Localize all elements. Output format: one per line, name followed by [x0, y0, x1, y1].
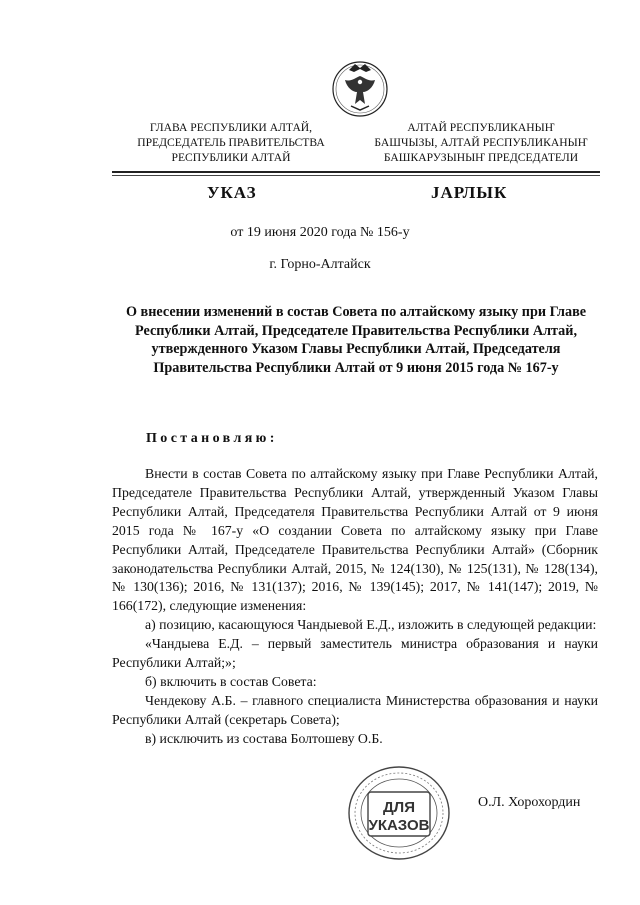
header-right-line: АЛТАЙ РЕСПУБЛИКАНЫҤ [407, 121, 555, 134]
header-left-line: ГЛАВА РЕСПУБЛИКИ АЛТАЙ, [149, 121, 313, 134]
body-paragraph: Внести в состав Совета по алтайскому языку при Главе Республики Алтай, Председателе Правительства Республики Алтай, утвержденный Указом Главы Республики Алтай, Председателя Правительства Республики Алтай от 9 июня 2015 года № 167-у «О создании Совета по алтайскому языку при Главе Республики Алтай, Председателе Правительства Республики Алтай» (Сборник законодательства Республики Алтай, 2015, № 124(130), № 125(131), № 128(134), № 130(136); 2016, № 131(137); 2016, № 139(145); 2017, № 141(147); 2019, № 166(172), следующие изменения: [112, 466, 598, 614]
header-rule-thin [112, 175, 600, 176]
header-left-ru [126, 120, 336, 165]
doc-type-ukaz: УКАЗ [207, 183, 257, 202]
body-paragraph: в) исключить из состава Болтошеву О.Б. [145, 730, 383, 746]
signatory-name: О.Л. Хорохордин [478, 795, 581, 810]
coat-of-arms-emblem [331, 58, 389, 120]
header-right-line: БАШКАРУЗЫНЫҤ ПРЕДСЕДАТЕЛИ [383, 151, 579, 164]
header-right-alt [352, 120, 610, 165]
date-line: от 19 июня 2020 года № 156-у [230, 225, 410, 240]
header-right-line: БАШЧЫЗЫ, АЛТАЙ РЕСПУБЛИКАНЫҤ [374, 136, 588, 149]
body-paragraph: б) включить в состав Совета: [145, 673, 317, 689]
body-paragraph: Чендекову А.Б. – главного специалиста Министерства образования и науки Республики Алтай (секретарь Совета); [112, 692, 598, 727]
document-body [112, 465, 598, 749]
document-title: О внесении изменений в состав Совета по алтайскому языку при Главе Республики Алтай, Председателе Правительства Республики Алтай, утвержденного Указом Главы Республики Алтай, Председателя Правительства Республики Алтай от 9 июня 2015 года № 167-у [125, 304, 587, 376]
doc-type-jarlyk: JАРЛЫК [431, 183, 508, 202]
stamp-text-line1: ДЛЯ [383, 799, 415, 816]
body-paragraph: «Чандыева Е.Д. – первый заместитель министра образования и науки Республики Алтай;»; [112, 636, 598, 671]
place-line: г. Горно-Алтайск [269, 257, 371, 272]
stamp-text-line2: УКАЗОВ [368, 817, 430, 834]
header-left-line: ПРЕДСЕДАТЕЛЬ ПРАВИТЕЛЬСТВА [137, 136, 325, 149]
body-paragraph: а) позицию, касающуюся Чандыевой Е.Д., изложить в следующей редакции: [145, 617, 597, 633]
decree-word: Постановляю: [146, 431, 278, 446]
header-rule-thick [112, 171, 600, 173]
official-stamp [346, 764, 452, 862]
header-left-line: РЕСПУБЛИКИ АЛТАЙ [171, 151, 291, 164]
